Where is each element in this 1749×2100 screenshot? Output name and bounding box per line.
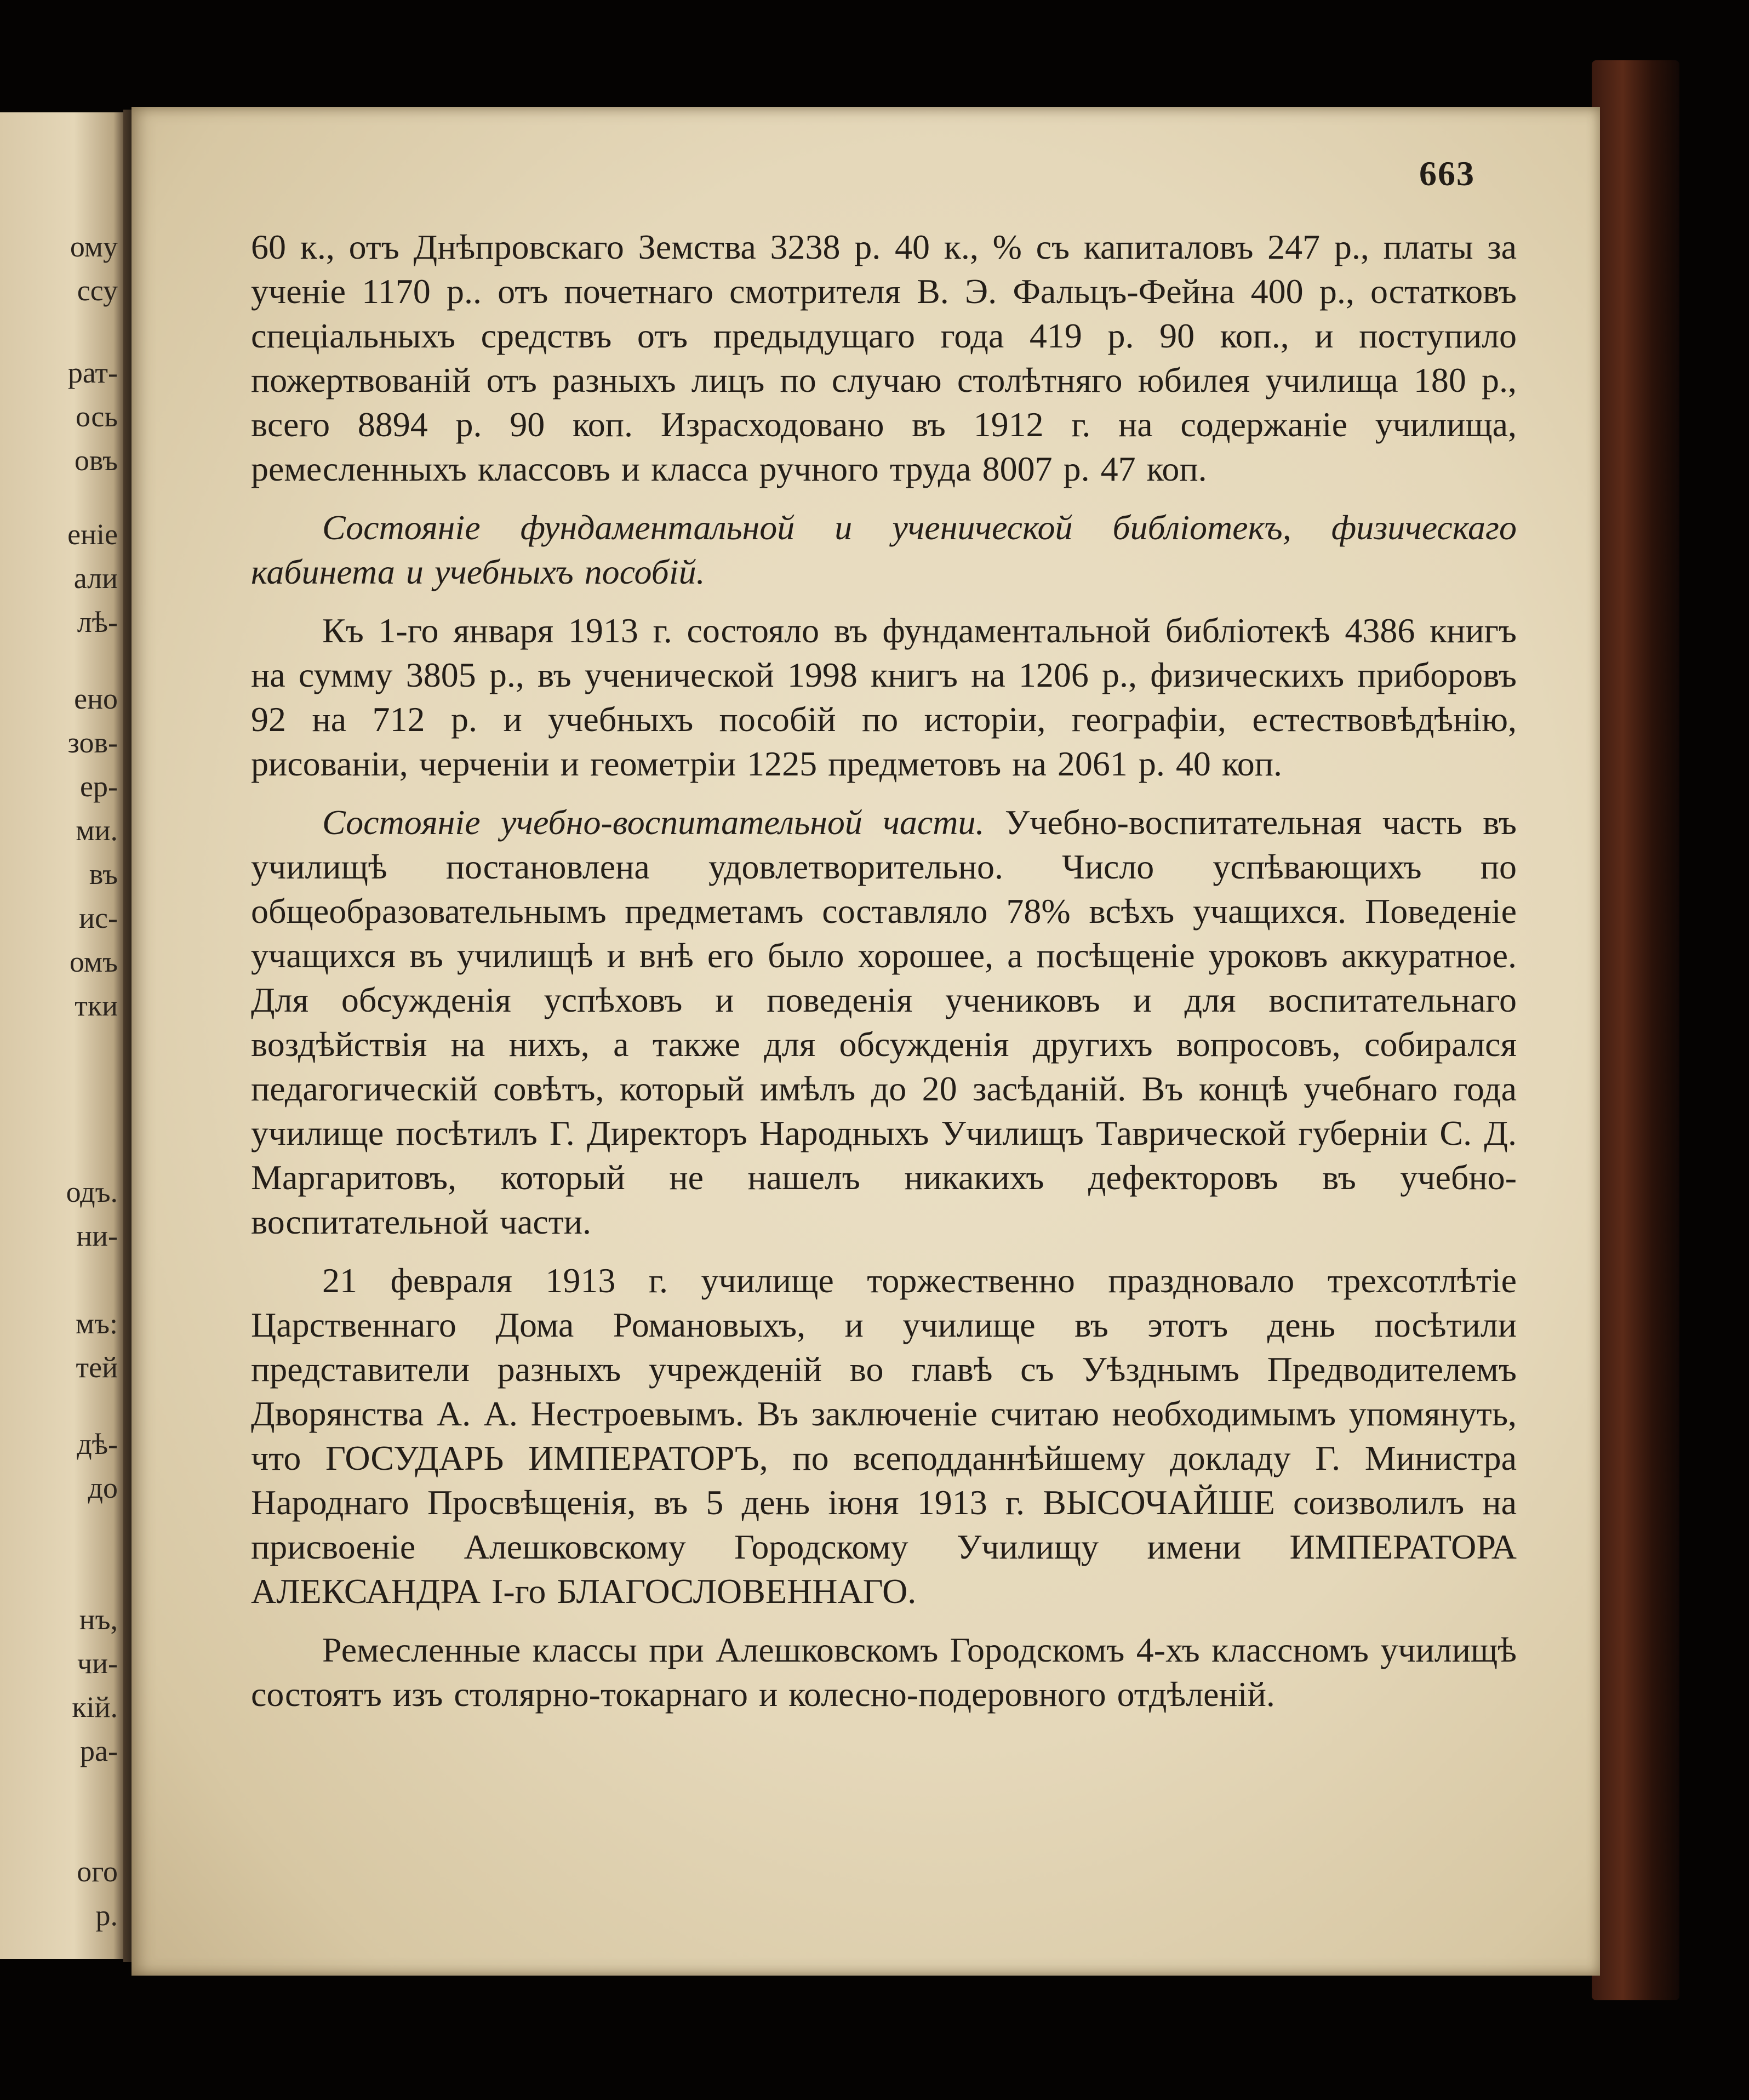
left-fragment: дѣ- xyxy=(77,1428,118,1460)
left-fragment: р. xyxy=(95,1899,118,1932)
left-fragment: ни- xyxy=(76,1219,118,1252)
left-fragment: тки xyxy=(75,989,118,1022)
left-fragment: ому xyxy=(70,230,118,263)
left-fragment: ого xyxy=(77,1855,118,1888)
left-fragment: нъ, xyxy=(79,1603,118,1636)
paragraph-library: Къ 1-го января 1913 г. состояло въ фундаментальной библіотекѣ 4386 книгъ на сумму 3805 р., въ ученической 1998 книгъ на 1206 р., физическихъ приборовъ 92 на 712 р. и учебныхъ пособій по исторіи, географіи, естествовѣдѣнію, рисованіи, черченіи и геометріи 1225 предметовъ на 2061 р. 40 коп. xyxy=(251,611,1517,783)
page-number: 663 xyxy=(1419,154,1475,193)
left-fragment: лѣ- xyxy=(77,606,118,638)
left-fragment: ено xyxy=(74,682,118,715)
left-fragment: ер- xyxy=(80,770,118,803)
left-fragment: овъ xyxy=(74,444,118,477)
paragraph-jubilee: 21 февраля 1913 г. училище торжественно праздновало трехсотлѣтіе Царственнаго Дома Романовыхъ, и училище въ этотъ день посѣтили представители разныхъ учрежденій во главѣ съ Уѣзднымъ Предводителемъ Дворянства А. А. Нестроевымъ. Въ заключеніе считаю необходимымъ упомянуть, что ГОСУДАРЬ ИМПЕРАТОРЪ, по всеподданнѣйшему докладу Г. Министра Народнаго Просвѣщенія, въ 5 день іюня 1913 г. ВЫСОЧАЙШЕ соизволилъ на присвоеніе Алешковскому Городскому Училищу имени ИМПЕРАТОРА АЛЕКСАНДРА I-го БЛАГОСЛОВЕННАГО. xyxy=(251,1261,1517,1611)
paragraph-education-text: Учебно-воспитательная часть въ училищѣ постановлена удовлетворительно. Число успѣвающихъ по общеобразовательнымъ предметамъ составляло 78% всѣхъ учащихся. Поведеніе учащихся въ училищѣ и внѣ его было хорошее, а посѣщеніе уроковъ аккуратное. Для обсужденія успѣховъ и поведенія учениковъ и для воспитательнаго воздѣйствія на нихъ, а также для обсужденія другихъ вопросовъ, собирался педагогическій совѣтъ, который имѣлъ до 20 засѣданій. Въ концѣ учебнаго года училище посѣтилъ Г. Директоръ Народныхъ Училищъ Таврической губерніи С. Д. Маргаритовъ, который не нашелъ никакихъ дефекторовъ въ учебно-воспитательной части. xyxy=(251,803,1517,1241)
book-binding-edge xyxy=(1592,60,1679,2000)
left-fragment: ис- xyxy=(79,901,118,934)
paragraph-education xyxy=(251,800,1517,1244)
left-fragment: омъ xyxy=(69,945,118,978)
left-fragment: кій. xyxy=(72,1691,118,1724)
left-fragment: али xyxy=(73,562,118,595)
left-fragment: ра- xyxy=(80,1734,118,1767)
paragraph-craft-classes: Ремесленные классы при Алешковскомъ Городскомъ 4-хъ классномъ училищѣ состоятъ изъ столярно-токарнаго и колесно-подеровного отдѣленій. xyxy=(251,1630,1517,1714)
page-text xyxy=(251,225,1517,1716)
left-fragment: тей xyxy=(76,1351,118,1384)
left-fragment: до xyxy=(88,1471,118,1504)
left-fragment: ось xyxy=(76,400,118,433)
left-fragment: мъ: xyxy=(75,1307,118,1340)
paragraph-finances: 60 к., отъ Днѣпровскаго Земства 3238 р. 40 к., % съ капиталовъ 247 р., платы за ученіе 1170 р.. отъ почетнаго смотрителя В. Э. Фальцъ-Фейна 400 р., остатковъ спеціальныхъ средствъ отъ предыдущаго года 419 р. 90 коп., и поступило пожертвованій отъ разныхъ лицъ по случаю столѣтняго юбилея училища 180 р., всего 8894 р. 90 коп. Израсходовано въ 1912 г. на содержаніе училища, ремесленныхъ классовъ и класса ручного труда 8007 р. 47 коп. xyxy=(251,227,1517,488)
book-page xyxy=(132,107,1600,1976)
left-fragment: чи- xyxy=(77,1647,118,1680)
left-page-edge xyxy=(0,112,123,1959)
left-fragment: ми. xyxy=(76,814,118,847)
left-fragment: зов- xyxy=(67,726,118,759)
left-fragment: рат- xyxy=(67,356,118,389)
section-heading-library: Состояніе фундаментальной и ученической библіотекъ, физическаго кабинета и учебныхъ пособій. xyxy=(251,508,1517,591)
section-heading-education: Состояніе учебно-воспитательной части. xyxy=(322,803,985,842)
left-fragment: еніе xyxy=(67,518,118,551)
left-fragment: въ xyxy=(89,858,118,891)
left-fragment: одъ. xyxy=(66,1175,118,1208)
left-fragment: ссу xyxy=(77,274,118,307)
